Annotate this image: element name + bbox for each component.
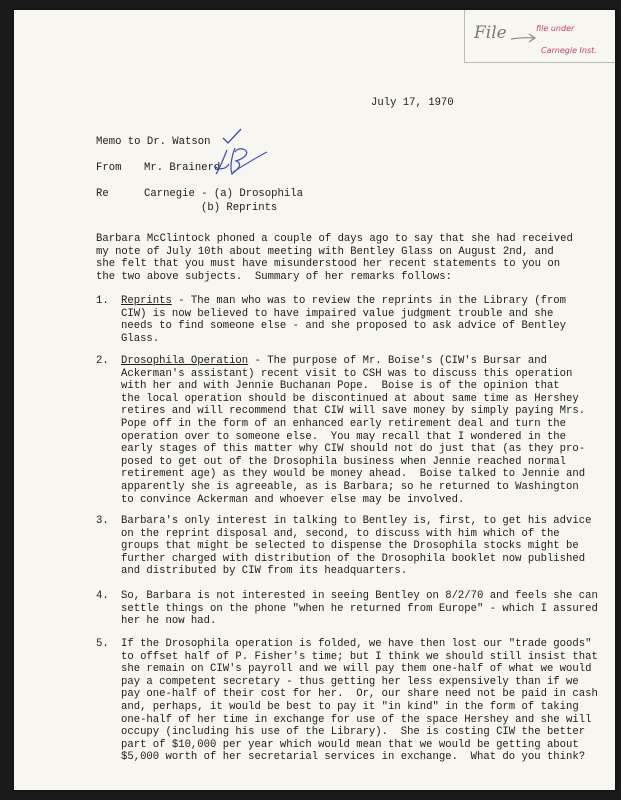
item-line: [121, 355, 571, 368]
item-line: and, perhaps, it would be best to pay it "in kind" in the form of taking: [121, 700, 579, 713]
re-label: Re: [96, 188, 109, 200]
item-line: retirement age) as they would be money ahead. Boise talked to Jennie and: [121, 468, 586, 481]
item-line: on the reprint disposal and, second, to discuss with him which of the: [121, 527, 560, 540]
file-handwritten-note: File: [474, 23, 507, 43]
item-line: groups that might be selected to dispense the Drosophila stocks might be: [121, 540, 579, 553]
item-line: her he now had.: [121, 615, 217, 628]
item-text: - The man who was to review the reprints in the Library (from: [171, 295, 567, 307]
intro-paragraph: [96, 233, 573, 283]
item-meeting: [121, 590, 598, 628]
item-number-1: 1.: [96, 295, 109, 307]
file-under-note: file under: [536, 24, 575, 33]
item-line: posed to get out of the Drosophila business when Jennie reached normal: [121, 455, 567, 468]
item-secretary-cost: [121, 638, 598, 764]
item-line: pay one-half of their cost for her. Or, our share need not be paid in cash: [121, 688, 598, 701]
memo-page: [14, 10, 615, 790]
arrow-icon: [510, 32, 538, 44]
item-number-4: 4.: [96, 590, 109, 602]
item-line: retires and will recommend that CIW will save money by simply paying Mrs.: [121, 405, 586, 418]
item-line: needs to find someone else - and she proposed to ask advice of Bentley: [121, 320, 567, 333]
item-line: $5,000 worth of her secretarial services in exchange. What do you think?: [121, 751, 586, 764]
item-line: further charged with distribution of the Drosophila booklet now published: [121, 552, 586, 565]
item-line: Ackerman's assistant) recent visit to CSH was to discuss this operation: [121, 367, 573, 380]
item-heading: Reprints: [121, 295, 172, 307]
item-line: occupy (including his use of the Library). She is costing CIW the better: [121, 726, 586, 739]
item-line: Glass.: [121, 332, 160, 345]
item-line: to offset half of P. Fisher's time; but I think we should still insist that: [121, 650, 598, 663]
item-number-3: 3.: [96, 515, 109, 527]
item-line: Barbara's only interest in talking to Bentley is, first, to get his advice: [121, 515, 592, 527]
item-line: with her and with Jennie Buchanan Pope. Boise is of the opinion that: [121, 380, 560, 393]
subject-line-1: Carnegie - (a) Drosophila: [144, 188, 303, 200]
item-drosophila-operation: [121, 355, 586, 506]
item-line: and distributed by CIW from its headquarters.: [121, 565, 408, 578]
item-line: one-half of her time in exchange for use of the space Hershey and she will: [121, 713, 592, 726]
item-line: settle things on the phone "when he returned from Europe" - which I assured: [121, 602, 598, 615]
item-number-2: 2.: [96, 355, 109, 367]
intro-line: she felt that you must have misunderstood her recent statements to you on: [96, 258, 561, 271]
intro-line: Barbara McClintock phoned a couple of days ago to say that she had received: [96, 233, 573, 245]
item-line: part of $10,000 per year which would mean that we would be getting about: [121, 738, 579, 751]
memo-date: July 17, 1970: [371, 97, 454, 109]
from-label: From: [96, 162, 122, 174]
item-line: operation over to someone else. You may recall that I wondered in the: [121, 430, 567, 443]
carnegie-note: Carnegie Inst.: [541, 46, 597, 55]
item-number-5: 5.: [96, 638, 109, 650]
item-line: Pope off in the form of an enhanced early retirement deal and turn the: [121, 417, 567, 430]
item-line: early stages of this matter why CIW should not do just that (as they pro-: [121, 443, 586, 456]
item-line: pay a competent secretary - thus getting her less expensively than if we: [121, 675, 579, 688]
from-name: Mr. Brainerd: [144, 162, 221, 174]
item-text: - The purpose of Mr. Boise's (CIW's Bursar and: [248, 355, 547, 367]
item-line: If the Drosophila operation is folded, we have then lost our "trade goods": [121, 638, 592, 650]
memo-to: Memo to Dr. Watson: [96, 136, 211, 148]
item-line: to convince Ackerman and whoever else may be involved.: [121, 493, 465, 506]
item-line: CIW) is now believed to have impaired value judgment trouble and she: [121, 307, 554, 320]
item-heading: Drosophila Operation: [121, 355, 249, 367]
subject-line-2: (b) Reprints: [201, 202, 278, 214]
item-line: [121, 295, 571, 308]
intro-line: the two above subjects. Summary of her remarks follows:: [96, 270, 453, 283]
item-line: So, Barbara is not interested in seeing Bentley on 8/2/70 and feels she can: [121, 590, 598, 602]
intro-line: my note of July 10th about meeting with Bentley Glass on August 2nd, and: [96, 245, 554, 258]
item-reprints: [121, 295, 571, 345]
item-line: she remain on CIW's payroll and we will pay them one-half of what we would: [121, 663, 592, 676]
signature-initials-icon: [213, 144, 269, 180]
item-line: the local operation should be discontinued at about same time as Hershey: [121, 392, 579, 405]
item-bentley-interest: [121, 515, 592, 578]
item-line: apparently she is agreeable, as is Barbara; so he returned to Washington: [121, 480, 579, 493]
